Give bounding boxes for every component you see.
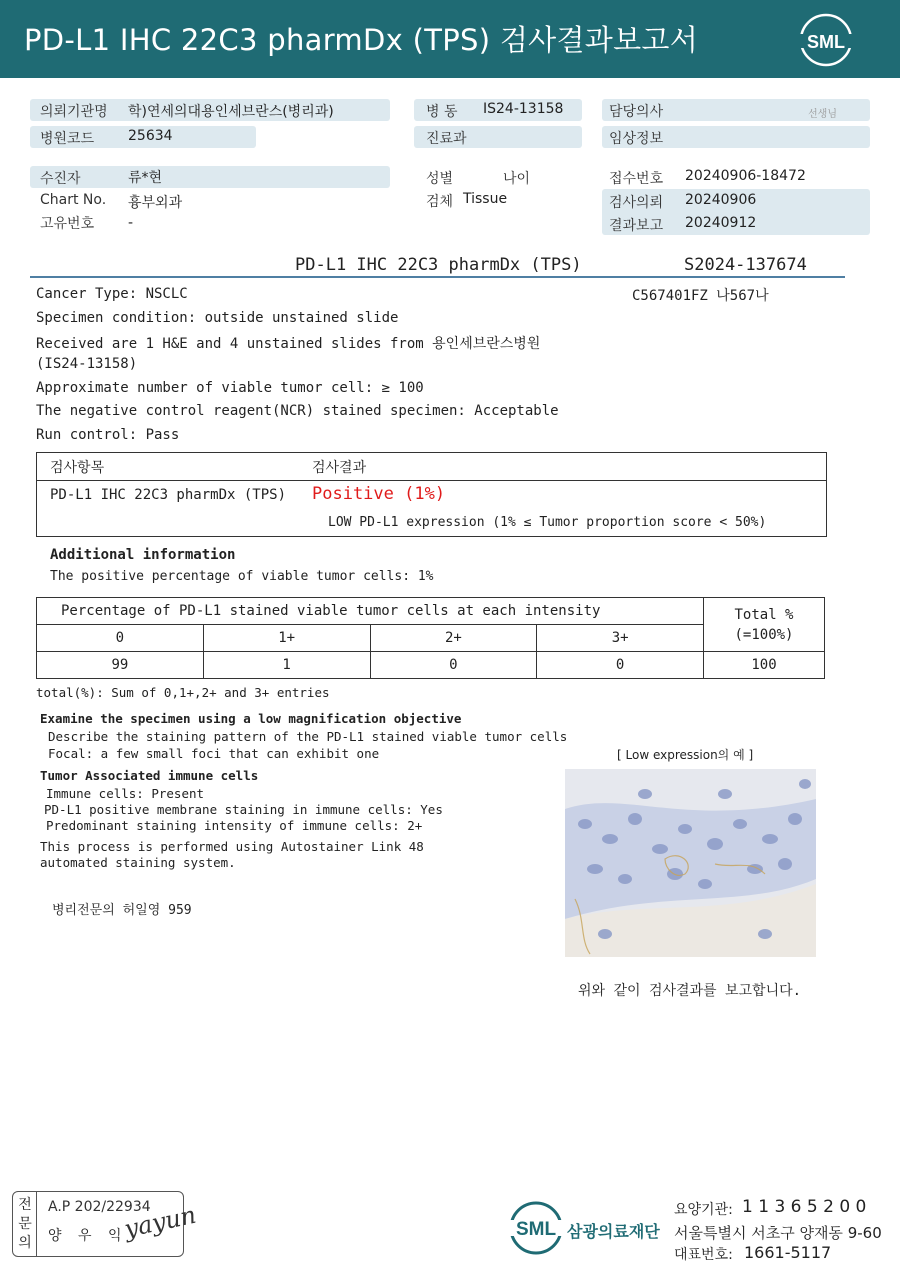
- intensity-header-3: 3+: [537, 625, 704, 652]
- intensity-value-1: 1: [203, 652, 370, 679]
- intensity-header-2: 2+: [370, 625, 537, 652]
- stamp-side-label: 전문의: [18, 1197, 32, 1251]
- examine-heading: Examine the specimen using a low magnification objective: [40, 711, 462, 726]
- footer-address: 서울특별시 서초구 양재동 9-60: [674, 1224, 882, 1242]
- report-date-label: 결과보고: [609, 218, 664, 234]
- request-label: 검사의뢰: [609, 195, 664, 211]
- report-line: Specimen condition: outside unstained slide: [36, 310, 399, 326]
- intensity-value-0: 99: [37, 652, 204, 679]
- patient-value: 류*현: [128, 170, 163, 186]
- patient-label: 수진자: [40, 171, 81, 187]
- request-value: 20240906: [685, 192, 757, 208]
- report-date-value: 20240912: [685, 215, 757, 231]
- report-line: (IS24-13158): [36, 356, 138, 372]
- phone-label: 대표번호:: [674, 1247, 733, 1263]
- intensity-total: 100: [704, 652, 825, 679]
- intensity-caption: Percentage of PD-L1 stained viable tumor cells at each intensity: [37, 598, 704, 625]
- intensity-header-1: 1+: [203, 625, 370, 652]
- additional-text: The positive percentage of viable tumor cells: 1%: [50, 569, 434, 584]
- report-title: PD-L1 IHC 22C3 pharmDx (TPS) 검사결과보고서: [24, 23, 699, 57]
- unique-value: -: [128, 215, 134, 231]
- stamp-ap: A.P 202/22934: [48, 1199, 151, 1215]
- total-header-line1: Total %: [734, 606, 794, 623]
- ward-label: 병 동: [426, 104, 458, 120]
- additional-heading: Additional information: [50, 547, 236, 563]
- hospital-code-value: 25634: [128, 128, 173, 144]
- total-header-line2: (=100%): [734, 626, 794, 643]
- specimen-value: Tissue: [463, 191, 508, 207]
- report-line: Received are 1 H&E and 4 unstained slides from 용인세브란스병원: [36, 336, 541, 352]
- immune-line: automated staining system.: [40, 855, 236, 870]
- report-number: S2024-137674: [684, 255, 807, 275]
- examine-line: Focal: a few small foci that can exhibit one: [48, 746, 380, 761]
- title-rule: [30, 276, 845, 278]
- unique-label: 고유번호: [40, 216, 95, 232]
- intensity-table: [36, 597, 825, 679]
- total-header: [704, 598, 825, 652]
- immune-line: Predominant staining intensity of immune cells: 2+: [46, 818, 423, 833]
- receipt-label: 접수번호: [609, 171, 664, 187]
- institution-code-label: 요양기관:: [674, 1202, 733, 1218]
- examine-line: Describe the staining pattern of the PD-L1 stained viable tumor cells: [48, 729, 568, 744]
- result-col-item: 검사항목: [50, 460, 105, 476]
- report-line: The negative control reagent(NCR) stained specimen: Acceptable: [36, 403, 559, 419]
- intensity-header-0: 0: [37, 625, 204, 652]
- report-line: Cancer Type: NSCLC: [36, 286, 188, 302]
- sample-code: C567401FZ 나567나: [632, 288, 769, 304]
- immune-line: PD-L1 positive membrane staining in immune cells: Yes: [44, 802, 443, 817]
- report-line: Run control: Pass: [36, 427, 180, 443]
- result-item: PD-L1 IHC 22C3 pharmDx (TPS): [50, 487, 287, 503]
- table-footnote: total(%): Sum of 0,1+,2+ and 3+ entries: [36, 685, 330, 700]
- requester-value: 학)연세의대용인세브란스(병리과): [128, 104, 334, 120]
- test-name: PD-L1 IHC 22C3 pharmDx (TPS): [295, 255, 582, 275]
- footer-sml-logo: [508, 1200, 564, 1256]
- doctor-suffix: 선생님: [808, 109, 837, 120]
- phone-value: 1661-5117: [744, 1243, 832, 1262]
- institution-code-value: 1 1 3 6 5 2 0 0: [742, 1197, 867, 1217]
- ward-value: IS24-13158: [483, 101, 564, 117]
- chart-value: 흉부외과: [128, 195, 183, 211]
- age-label: 나이: [503, 171, 531, 187]
- foundation-name: 삼광의료재단: [567, 1222, 660, 1241]
- micrograph-image: [565, 769, 816, 957]
- signature: yayun: [121, 1200, 199, 1244]
- specimen-label: 검체: [426, 194, 454, 210]
- pathologist: 병리전문의 허일영 959: [52, 903, 192, 918]
- sml-logo: [798, 12, 854, 68]
- sex-label: 성별: [426, 171, 454, 187]
- clinical-label: 임상정보: [609, 131, 664, 147]
- intensity-value-3: 0: [537, 652, 704, 679]
- doctor-label: 담당의사: [609, 104, 664, 120]
- immune-line: Immune cells: Present: [46, 786, 205, 801]
- immune-line: This process is performed using Autostainer Link 48: [40, 839, 424, 854]
- intensity-value-2: 0: [370, 652, 537, 679]
- stamp-divider: [36, 1191, 37, 1257]
- stamp-name: 양 우 익: [48, 1228, 128, 1244]
- image-caption: [ Low expression의 예 ]: [617, 748, 754, 762]
- result-value: Positive (1%): [312, 484, 446, 504]
- immune-heading: Tumor Associated immune cells: [40, 768, 259, 783]
- report-line: Approximate number of viable tumor cell: ≥ 100: [36, 380, 424, 396]
- patient-row: [30, 166, 390, 188]
- result-note: LOW PD-L1 expression (1% ≤ Tumor proportion score < 50%): [328, 515, 767, 530]
- footer-logo-text: SML: [515, 1219, 557, 1240]
- requester-label: 의뢰기관명: [40, 104, 108, 120]
- logo-text: SML: [807, 32, 845, 52]
- chart-label: Chart No.: [40, 192, 107, 208]
- result-divider: [36, 480, 827, 481]
- hospital-code-label: 병원코드: [40, 131, 95, 147]
- closing-statement: 위와 같이 검사결과를 보고합니다.: [578, 983, 802, 999]
- receipt-value: 20240906-18472: [685, 168, 806, 184]
- result-col-result: 검사결과: [312, 460, 367, 476]
- dept-label: 진료과: [426, 131, 467, 147]
